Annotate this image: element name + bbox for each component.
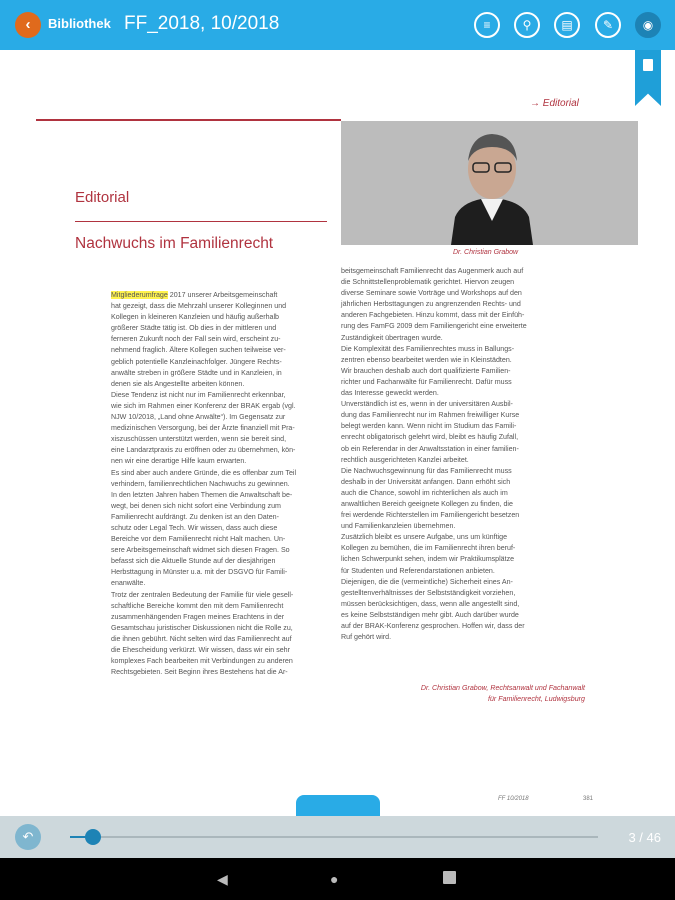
text-line: In den letzten Jahren haben Themen die Anwaltschaft be- (111, 490, 293, 499)
text-line: anwälte streben in größere Städte und in Kanzleien, in (111, 368, 282, 377)
text-line: rechtlich ausgerichteten Kanzlei arbeitet. (341, 455, 469, 464)
text-line: Gesamtschau juristischer Diskussionen nicht die Rolle zu, (111, 623, 293, 632)
undo-icon[interactable]: ↶ (15, 824, 41, 850)
document-title: FF_2018, 10/2018 (124, 13, 280, 34)
text-line: Familienrecht aufdrängt. Zu denken ist an den Daten- (111, 512, 279, 521)
text-line: deshalb in der Universität anfangen. Dann erhöht sich (341, 477, 511, 486)
footer-journal: FF 10/2018 (498, 796, 529, 802)
text-line: Ruf gehört wird. (341, 633, 392, 642)
page-slider-bar (0, 816, 675, 858)
bookmark-icon (643, 59, 653, 71)
search-highlight[interactable]: Mitgliederumfrage (111, 291, 168, 299)
text-line: lichen Schwerpunkt sehen, indem wir Praktikumsplätze (341, 555, 515, 564)
pen-icon[interactable]: ✎ (595, 12, 621, 38)
text-line: Die Nachwuchsgewinnung für das Familienrecht muss (341, 466, 512, 475)
library-link[interactable]: Bibliothek (48, 16, 111, 31)
right-column (341, 266, 527, 643)
text-line: die Schnittstellenproblematik gerichtet. Hiervon zeugen (341, 278, 515, 287)
text-line: auf der BRAK-Konferenz gesprochen. Hoffen wir, dass der (341, 622, 525, 630)
text-line: Mitgliederumfrage 2017 unserer Arbeitsgemeinschaft (111, 291, 278, 299)
text-line: belegt werden kann. Wenn nicht im Studium das Famili- (341, 422, 517, 431)
toc-icon[interactable]: ≡ (474, 12, 500, 38)
nav-home-icon[interactable]: ● (330, 871, 339, 887)
slider-thumb[interactable] (85, 829, 101, 845)
photo-caption: Dr. Christian Grabow (453, 249, 519, 256)
text-line: schutz oder Legal Tech. Wir wissen, dass auch diese (111, 523, 278, 532)
text-line: Diejenigen, die die (vermeintliche) Sicherheit eines An- (341, 577, 513, 586)
text-line: jährlichen Herbsttagungen zu angrenzenden Rechts- und (341, 300, 521, 309)
nav-back-icon[interactable]: ◀ (217, 871, 228, 887)
text-line: eine Landarztpraxis zu eröffnen oder zu übernehmen, kön- (111, 446, 296, 455)
text-line: rung des FamFG 2009 dem Familiengericht eine erweiterte (341, 322, 527, 331)
running-head: → Editorial (530, 98, 579, 109)
text-line: Kollegen in kleineren Kanzleien und häufig außerhalb (111, 313, 280, 322)
text-line: beitsgemeinschaft Familienrecht das Augenmerk auch auf (341, 267, 524, 275)
text-line: verhindern, familienrechtlichen Nachwuchs zu gewinnen. (111, 479, 290, 488)
text-line: enanwälte. (111, 579, 146, 588)
text-line: komplexes Fach bearbeiten mit Verbindungen zu anderen (111, 657, 293, 666)
footer-page: 381 (583, 796, 594, 802)
text-line: Wir brauchen deshalb auch dort qualifizierte Familien- (341, 366, 511, 375)
text-line: geblich potentielle Kanzleinachfolger. Jüngere Rechts- (111, 357, 282, 366)
text-line: nehmend fraglich. Ältere Kollegen suchen teilweise ver- (111, 346, 286, 355)
chevron-left-icon: ‹ (25, 16, 31, 33)
top-toolbar (0, 0, 675, 50)
heading-divider (75, 221, 327, 222)
text-line: ferneren Zukunft noch der Fall sein wird, erscheint zu- (111, 335, 281, 344)
text-line: nen wir eine derartige Hilfe kaum erwarten. (111, 457, 247, 466)
article-title: Nachwuchs im Familienrecht (75, 235, 274, 252)
text-line: wegt, bei denen sich nicht sofort eine Verbindung zum (111, 501, 281, 510)
text-line: müssen berücksichtigen, dass, wenn alle angestellt sind, (341, 599, 520, 608)
text-line: größerer Städte tätig ist. Ob dies in der mittleren und (111, 324, 277, 333)
back-button[interactable] (15, 12, 41, 38)
text-line: schaftliche Bereiche kommt den mit dem Familienrecht (111, 601, 284, 610)
text-line: Herbsttagung in Münster u.a. mit der DSGVO für Famili- (111, 568, 288, 577)
text-line: das Interesse geweckt werden. (341, 389, 439, 398)
author-signature: Dr. Christian Grabow, Rechtsanwalt und Fachanwalt für Familienrecht, Ludwigsburg (420, 684, 585, 704)
text-line: befasst sich die Aktuelle Stunde auf der diesjährigen (111, 557, 276, 566)
page-counter: 3 / 46 (628, 830, 661, 845)
eye-icon[interactable]: ◉ (635, 12, 661, 38)
text-line: NJW 10/2018, „Land ohne Anwälte“). Im Gegensatz zur (111, 413, 286, 422)
text-line: es keine Selbstständigen mehr gibt. Auch darüber wurde (341, 610, 519, 619)
text-line: gestelltenverhältnisses der Selbstständigkeit vorziehen, (341, 588, 516, 597)
text-line: Diese Tendenz ist nicht nur im Familienrecht erkennbar, (111, 390, 286, 399)
text-line: die ihnen gebührt. Nicht selten wird das Familienrecht auf (111, 634, 292, 643)
text-line: richter und Fachanwälte für Familienrecht. Dafür muss (341, 377, 512, 386)
text-line: frei werdende Richterstellen im Familiengericht besetzen (341, 511, 520, 520)
text-line: wie sich im Rahmen einer Konferenz der BRAK ergab (vgl. (111, 401, 296, 410)
text-line: Es sind aber auch andere Gründe, die es offenbar zum Teil (111, 468, 297, 477)
text-line: enrecht obligatorisch gelehrt wird, bleibt es häufig Zufall, (341, 433, 519, 442)
text-line: für Studenten und Referendarstationen anbieten. (341, 566, 495, 575)
bookmark-ribbon[interactable] (635, 50, 661, 106)
text-line: Zusätzlich bleibt es unsere Aufgabe, uns um künftige (341, 533, 508, 542)
text-line: zentren ebenso bearbeitet werden wie in Kleinstädten. (341, 355, 512, 364)
text-line: Bereiche vor dem Familienrecht nicht Halt machen. Un- (111, 535, 286, 544)
author-photo (341, 121, 638, 245)
divider (36, 119, 341, 121)
nav-recents-icon[interactable] (443, 871, 456, 884)
text-line: die Ehescheidung verkürzt. Wir wissen, dass wir ein sehr (111, 646, 290, 654)
text-line: ob ein Referendar in der Anwaltsstation in einer familien- (341, 444, 519, 453)
android-nav-bar (0, 858, 675, 900)
text-line: Unverständlich ist es, wenn in der universitären Ausbil- (341, 400, 513, 409)
text-line: dung das Familienrecht nur im Rahmen freiwilliger Kurse (341, 411, 520, 420)
text-line: und Familienkanzleien übernehmen. (341, 522, 456, 531)
text-line: diverse Seminare sowie Vorträge und Workshops auf den (341, 289, 522, 298)
section-heading: Editorial (75, 189, 130, 206)
notes-icon[interactable]: ▤ (554, 12, 580, 38)
text-line: Trotz der zentralen Bedeutung der Familie für viele gesell- (111, 590, 294, 599)
left-column (111, 290, 297, 677)
text-line: anwaltlichen Bereich geeignete Kollegen zu finden, die (341, 499, 513, 508)
text-line: hat gezeigt, dass die Mehrzahl unserer Kolleginnen und (111, 302, 287, 311)
text-line: zusammenhängenden Fragen meines Erachtens in der (111, 612, 285, 621)
text-line: denen sie als Angestellte arbeiten können. (111, 379, 245, 388)
text-line: medizinischen Versorgung, bei der Ärzte finanziell mit Pra- (111, 424, 295, 433)
text-line: anderen Fachgebieten. Hinzu kommt, dass mit der Einfüh- (341, 311, 525, 320)
text-line: Kollegen zu bemühen, die im Familienrecht ihren beruf- (341, 544, 516, 553)
text-line: Die Komplexität des Familienrechtes muss in Ballungs- (341, 344, 515, 353)
text-line: Rechtsgebieten. Seit Beginn ihres Bestehens hat die Ar- (111, 668, 288, 677)
slider-track[interactable] (70, 836, 598, 838)
text-line: sere Arbeitsgemeinschaft widmet sich diesen Fragen. So (111, 546, 290, 555)
search-icon[interactable]: ⚲ (514, 12, 540, 38)
text-line: auch die Chance, sowohl im richterlichen als auch im (341, 488, 508, 497)
text-line: Zuständigkeit übertragen wurde. (341, 333, 443, 342)
text-line: xiszuschüssen unterstützt werden, wenn sie bereit sind, (111, 435, 287, 444)
page-drawer-tab[interactable] (296, 795, 380, 816)
